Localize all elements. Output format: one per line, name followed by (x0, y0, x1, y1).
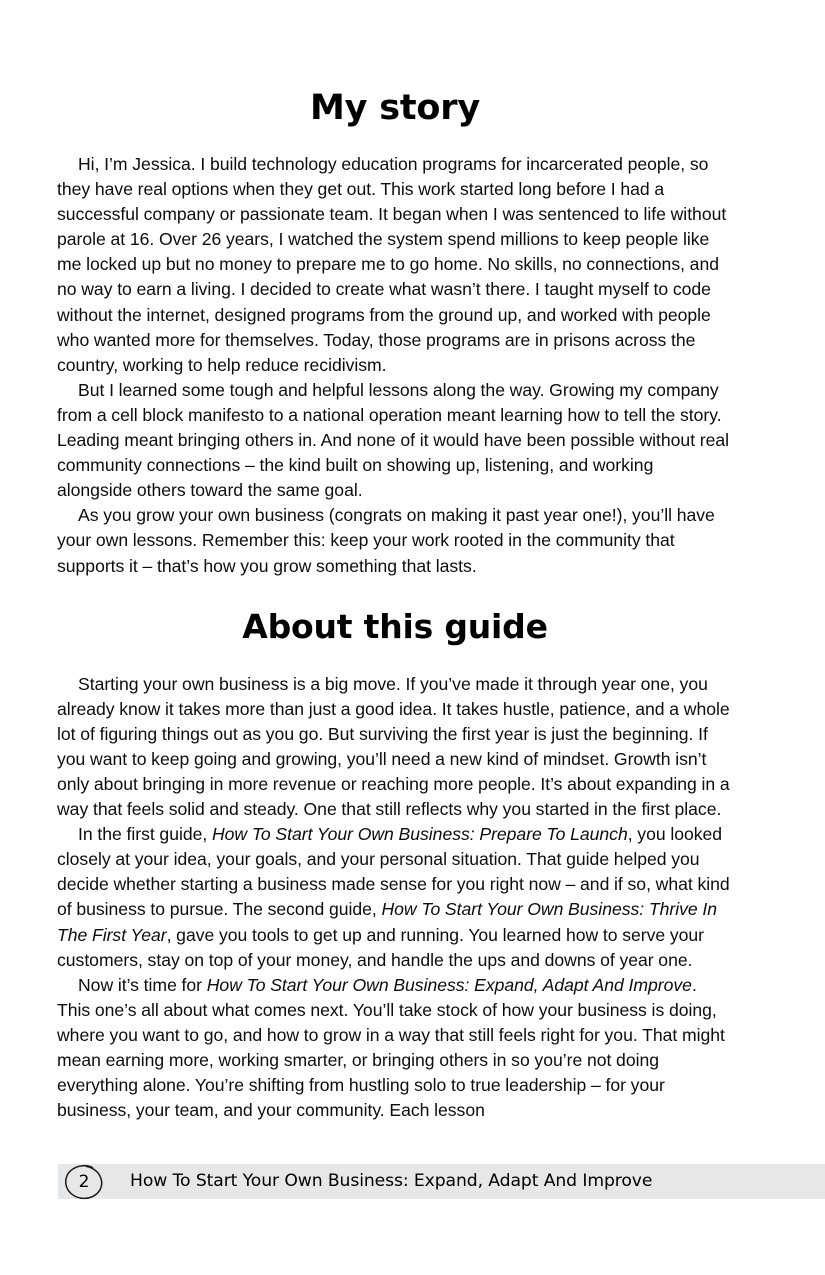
page-number-label: 2 (78, 1172, 90, 1192)
text-run: In the first guide, (78, 824, 212, 845)
book-title-italic: How To Start Your Own Business: Prepare To Launch (211, 824, 628, 845)
section-body-about-this-guide (57, 646, 733, 1124)
text-run: Now it’s time for (78, 974, 207, 995)
page-number-badge (62, 1162, 106, 1202)
paragraph: Hi, I’m Jessica. I build technology education programs for incarcerated people, so they have real options when they get out. This work started long before I had a successful company or passionate team. It began when I was sentenced to life without parole at 16. Over 26 years, I watched the system spend millions to keep people like me locked up but no money to prepare me to go home. No skills, no connections, and no way to earn a living. I decided to create what wasn’t there. I taught myself to code without the internet, designed programs from the ground up, and worked with people who wanted more for themselves. Today, those programs are in prisons across the country, working to help reduce recidivism. (57, 154, 727, 375)
paragraph (57, 822, 733, 973)
section-body-my-story (57, 128, 733, 579)
footer-running-title: How To Start Your Own Business: Expand, Adapt And Improve (130, 1171, 653, 1191)
text-run: , you looked closely at your idea, your goals, and your personal situation. That guide helped you decide whether starting a business made sense for you right now – and if so, what kind of business to pursue. The second guide, (57, 824, 730, 920)
page-title-my-story: My story (310, 88, 480, 128)
page-footer (0, 1156, 825, 1275)
paragraph: Starting your own business is a big move. If you’ve made it through year one, you already know it takes more than just a good idea. It takes hustle, patience, and a whole lot of figuring things out as you go. But surviving the first year is just the beginning. If you want to keep going and growing, you’ll need a new kind of mindset. Growth isn’t only about bringing in more revenue or reaching more people. It’s about expanding in a way that feels solid and steady. One that still reflects why you started in the first place. (57, 673, 730, 820)
page-content (57, 0, 733, 1123)
book-title-italic: How To Start Your Own Business: Thrive In The First Year (57, 899, 717, 945)
text-run: . This one’s all about what comes next. You’ll take stock of how your business is doing, where you want to go, and how to grow in a way that still feels right for you. That might mean earning more, working smarter, or bringing others in so you’re not doing everything alone. You’re shifting from hustling solo to true leadership – for your business, your team, and your community. Each lesson (57, 974, 725, 1121)
book-title-italic: How To Start Your Own Business: Expand, Adapt And Improve (206, 974, 692, 995)
paragraph: As you grow your own business (congrats on making it past year one!), you’ll have your own lessons. Remember this: keep your work rooted in the community that supports it – that’s how you grow something that lasts. (57, 505, 715, 576)
text-run: , gave you tools to get up and running. You learned how to serve your customers, stay on top of your money, and handle the ups and downs of year one. (57, 924, 705, 970)
paragraph (57, 973, 733, 1124)
paragraph: But I learned some tough and helpful lessons along the way. Growing my company from a cell block manifesto to a national operation meant learning how to tell the story. Leading meant bringing others in. And none of it would have been possible without real community connections – the kind built on showing up, listening, and working alongside others toward the same goal. (57, 379, 730, 501)
page-title-about-this-guide: About this guide (242, 606, 548, 646)
